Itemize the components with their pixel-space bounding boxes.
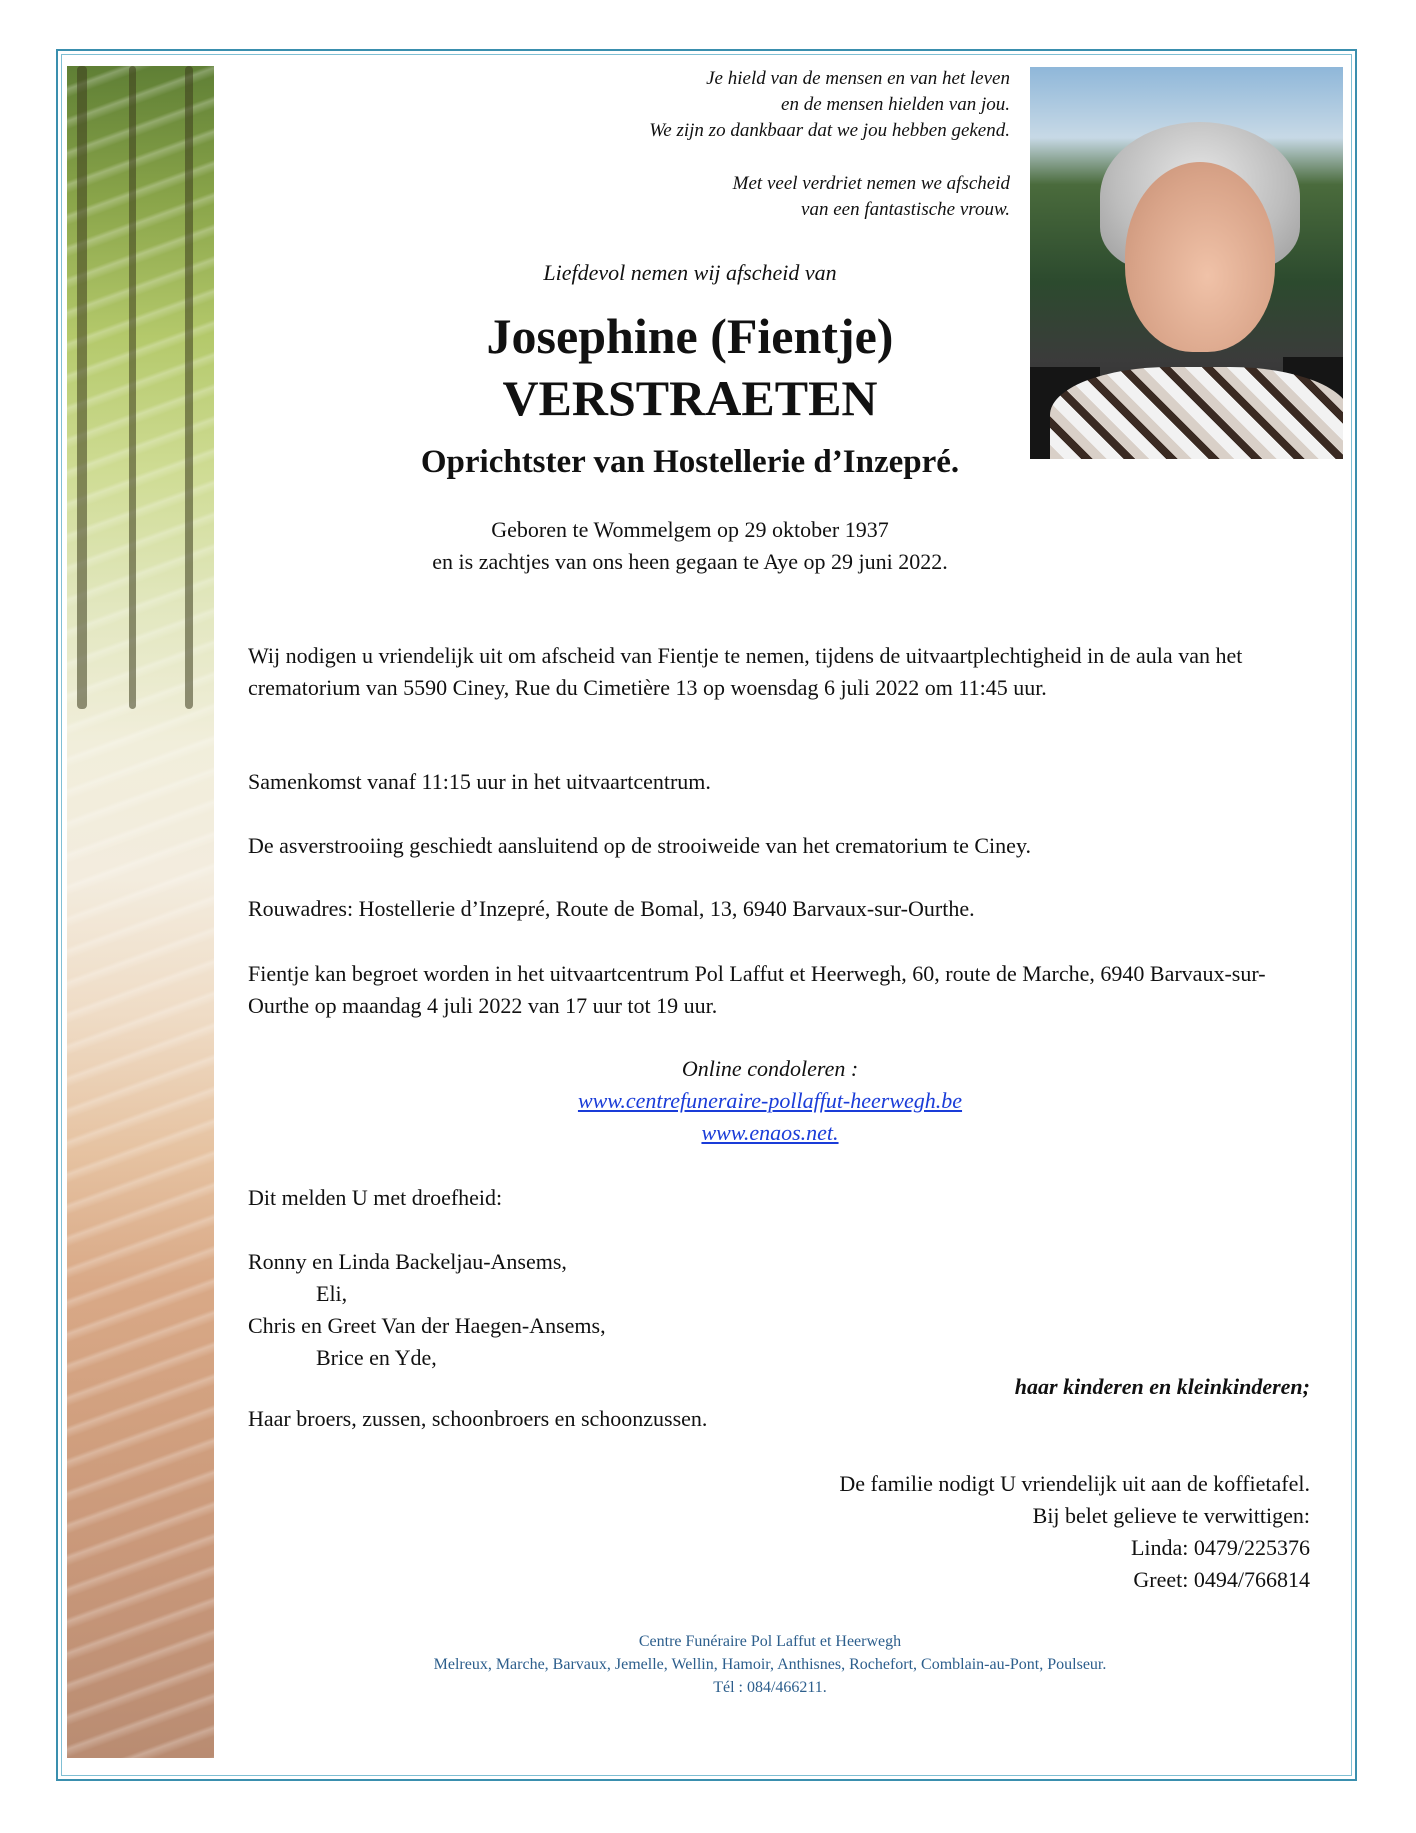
- ceremony-paragraph: [248, 640, 1298, 704]
- announcement: [248, 1182, 1298, 1214]
- visitation-paragraph: [248, 958, 1298, 1022]
- contact-linda: Linda: 0479/225376: [1130, 1535, 1310, 1560]
- footer-name: Centre Funéraire Pol Laffut et Heerwegh: [638, 1633, 902, 1650]
- intro-line: Liefdevol nemen wij afscheid van: [543, 260, 837, 285]
- paragraph: Fientje kan begroet worden in het uitvaartcentrum Pol Laffut et Heerwegh, 60, route de Marche, 6940 Barvaux-sur-Ourthe op maandag 4 juli 2022 van 17 uur tot 19 uur.: [248, 961, 1266, 1018]
- mourning-address-paragraph: [248, 893, 1298, 925]
- tree-trunk: [185, 66, 193, 709]
- tree-trunk: [77, 66, 87, 709]
- poem-line: Je hield van de mensen en van het leven: [706, 68, 1010, 89]
- family-member: Brice en Yde,: [316, 1345, 437, 1370]
- deceased-subtitle: Oprichtster van Hostellerie d’Inzepré.: [420, 444, 960, 480]
- poem-line: van een fantastische vrouw.: [801, 199, 1010, 220]
- family-list: [248, 1246, 1298, 1374]
- announcement-text: Dit melden U met droefheid:: [248, 1185, 503, 1210]
- forest-path-image: [67, 66, 214, 1758]
- poem-line: en de mensen hielden van jou.: [781, 94, 1010, 115]
- death-line: en is zachtjes van ons heen gegaan te Aye op 29 juni 2022.: [432, 549, 948, 574]
- deceased-surname: VERSTRAETEN: [502, 370, 878, 426]
- footer-phone: Tél : 084/466211.: [713, 1679, 827, 1696]
- closing-line: Bij belet gelieve te verwittigen:: [1032, 1503, 1310, 1528]
- poem: [310, 66, 1010, 250]
- online-label: Online condoleren :: [681, 1056, 859, 1081]
- online-condolences: [250, 1053, 1290, 1149]
- closing-block: [610, 1468, 1310, 1596]
- life-dates: [250, 514, 1130, 578]
- funeral-home-footer: [250, 1630, 1290, 1699]
- family-member: Chris en Greet Van der Haegen-Ansems,: [248, 1313, 606, 1338]
- closing-line: De familie nodigt U vriendelijk uit aan de koffietafel.: [839, 1471, 1310, 1496]
- deceased-first-name: Josephine (Fientje): [486, 308, 894, 364]
- family-member: Ronny en Linda Backeljau-Ansems,: [248, 1249, 567, 1274]
- paragraph: Samenkomst vanaf 11:15 uur in het uitvaartcentrum.: [248, 769, 711, 794]
- gathering-paragraph: [248, 766, 1298, 798]
- poem-line: We zijn zo dankbaar dat we jou hebben gekend.: [649, 120, 1010, 141]
- paragraph: De asverstrooiing geschiedt aansluitend op de strooiweide van het crematorium te Ciney.: [248, 833, 1032, 858]
- family-member: Eli,: [316, 1281, 348, 1306]
- ash-scattering-paragraph: [248, 830, 1298, 862]
- footer-locations: Melreux, Marche, Barvaux, Jemelle, Wellin, Hamoir, Anthisnes, Rochefort, Comblain-au-Pont, Poulseur.: [433, 1656, 1107, 1673]
- siblings-line: Haar broers, zussen, schoonbroers en schoonzussen.: [248, 1406, 708, 1431]
- paragraph: Wij nodigen u vriendelijk uit om afscheid van Fientje te nemen, tijdens de uitvaartplechtigheid in de aula van het crematorium van 5590 Ciney, Rue du Cimetière 13 op woensdag 6 juli 2022 om 11:45 uur.: [248, 643, 1243, 700]
- poem-line: Met veel verdriet nemen we afscheid: [732, 173, 1010, 194]
- birth-line: Geboren te Wommelgem op 29 oktober 1937: [491, 517, 889, 542]
- enaos-link[interactable]: www.enaos.net.: [701, 1120, 839, 1145]
- funeral-centre-link[interactable]: www.centrefuneraire-pollaffut-heerwegh.be: [577, 1088, 963, 1113]
- contact-greet: Greet: 0494/766814: [1133, 1567, 1310, 1592]
- relation-label: haar kinderen en kleinkinderen;: [1014, 1374, 1310, 1399]
- tree-trunk: [129, 66, 136, 709]
- paragraph: Rouwadres: Hostellerie d’Inzepré, Route de Bomal, 13, 6940 Barvaux-sur-Ourthe.: [248, 896, 975, 921]
- portrait-face: [1125, 162, 1275, 352]
